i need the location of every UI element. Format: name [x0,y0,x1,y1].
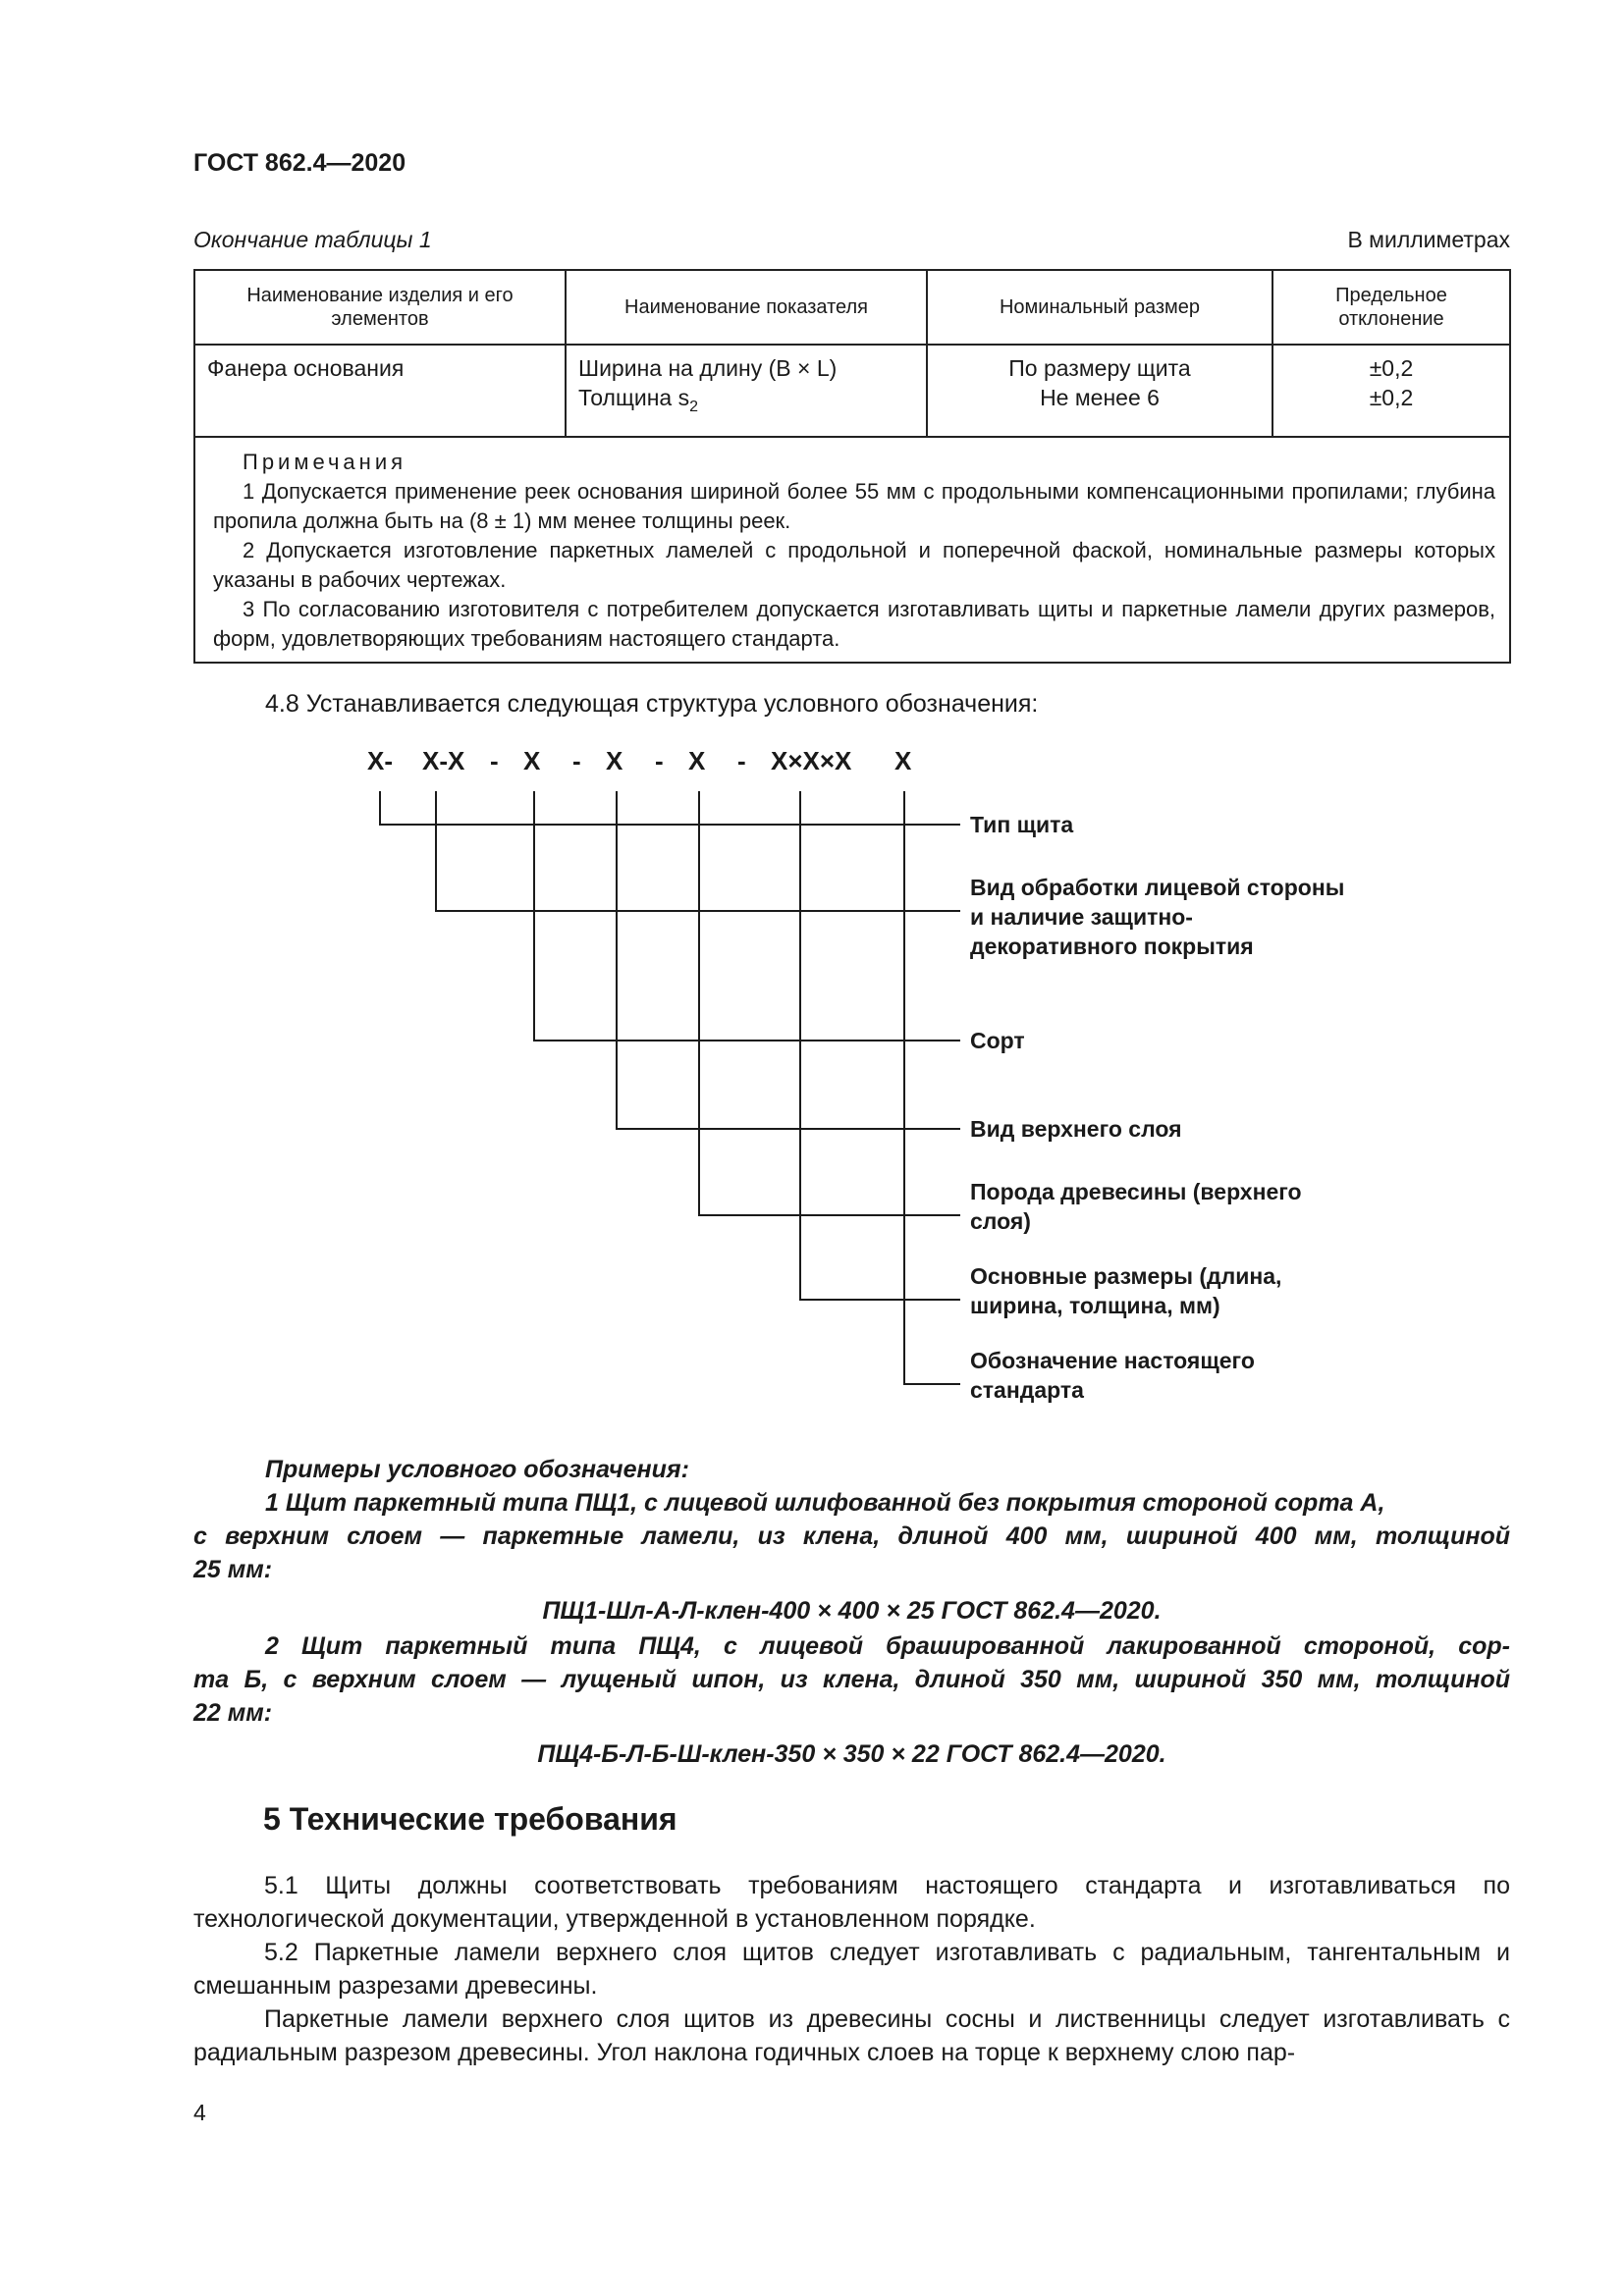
scheme-token: - [737,746,746,775]
scheme-token: Х- [367,746,393,775]
item-name: Фанера основания [207,355,405,381]
table-header-row [194,270,1510,345]
dimensions-table [193,269,1511,664]
example-2-code: ПЩ4-Б-Л-Б-Ш-клен-350 × 350 × 22 ГОСТ 862.4—2020. [537,1740,1166,1768]
note-2: 2 Допускается изготовление паркетных ламелей с продольной и поперечной фаской, номинальные размеры которых указаны в рабочих чертежах. [213,538,1495,592]
table-continuation-caption: Окончание таблицы 1 [193,227,432,252]
example-2-line-1: 2 Щит паркетный типа ПЩ4, с лицевой брашированной лакированной стороной, сор- [265,1632,1510,1660]
table-row [194,345,1510,437]
scheme-label-standard: Обозначение настоящего [970,1348,1255,1373]
note-3: 3 По согласованию изготовителя с потребителем допускается изготавливать щиты и паркетные ламели других размеров, форм, удовлетворяющих требованиям настоящего стандарта. [213,597,1495,651]
note-1: 1 Допускается применение реек основания шириной более 55 мм с продольными компенсационными пропилами; глубина пропила должна быть на (8 ± 1) мм менее толщины реек. [213,479,1495,533]
designation-scheme [0,726,1624,1433]
scheme-token: Х [523,746,541,775]
header-parameter: Наименование показателя [566,270,927,345]
scheme-token: Х [606,746,623,775]
example-1-code: ПЩ1-Шл-А-Л-клен-400 × 400 × 25 ГОСТ 862.4—2020. [542,1597,1162,1625]
scheme-line [534,791,960,1041]
scheme-label-top-layer: Вид верхнего слоя [970,1116,1182,1142]
scheme-token: - [655,746,664,775]
example-1-line-3: 25 мм: [193,1556,273,1583]
deviation-1: ±0,2 [1369,355,1414,381]
table-units: В миллиметрах [1347,227,1510,252]
example-1-line-2: с верхним слоем — паркетные ламели, из клена, длиной 400 мм, шириной 400 мм, толщиной [193,1522,1510,1550]
notes-title: Примечания [243,450,407,474]
nominal-1: По размеру щита [1008,355,1191,381]
cell-parameter [566,345,927,437]
paragraph-5-2-cont: Паркетные ламели верхнего слоя щитов из древесины сосны и лиственницы следует изготавливать с радиальным разрезом древесины. Угол наклона годичных слоев на торце к верхнему слою пар- [193,2005,1510,2066]
cell-item [194,345,566,437]
page-number: 4 [193,2100,206,2125]
param-thickness [578,383,914,422]
example-1-line-1: 1 Щит паркетный типа ПЩ1, с лицевой шлифованной без покрытия стороной сорта А, [265,1489,1385,1517]
section-5-heading: 5 Технические требования [263,1801,677,1837]
table-notes [194,437,1510,663]
scheme-token: - [490,746,499,775]
param-width-length: Ширина на длину (B × L) [578,355,838,381]
document-code: ГОСТ 862.4—2020 [193,149,406,177]
scheme-label-standard: стандарта [970,1377,1084,1403]
scheme-label-surface-treatment: декоративного покрытия [970,934,1254,959]
examples-title: Примеры условного обозначения: [265,1456,689,1483]
paragraph-5-2: 5.2 Паркетные ламели верхнего слоя щитов следует изготавливать с радиальным, тангентальным и смешанным разрезами древесины. [193,1939,1510,2000]
scheme-token: Х [688,746,706,775]
scheme-label-dimensions: ширина, толщина, мм) [970,1293,1220,1318]
param-thickness-text: Толщина s [578,385,690,410]
scheme-label-wood-species: слоя) [970,1208,1031,1234]
header-nominal: Номинальный размер [927,270,1272,345]
paragraph-4-8: 4.8 Устанавливается следующая структура условного обозначения: [265,690,1039,718]
paragraph-5-1: 5.1 Щиты должны соответствовать требованиям настоящего стандарта и изготавливаться по технологической документации, утвержденной в установленном порядке. [193,1872,1510,1933]
scheme-label-wood-species: Порода древесины (верхнего [970,1179,1302,1204]
header-item: Наименование изделия и его элементов [194,270,566,345]
param-thickness-subscript: 2 [689,399,699,415]
scheme-token: Х×Х×Х [771,746,852,775]
scheme-label-panel-type: Тип щита [970,812,1074,837]
deviation-2: ±0,2 [1369,385,1414,410]
cell-nominal [927,345,1272,437]
nominal-2: Не менее 6 [1040,385,1160,410]
scheme-token: - [572,746,581,775]
scheme-line [800,791,960,1300]
scheme-token: Х-Х [422,746,465,775]
scheme-line [380,791,960,825]
notes-row [194,437,1510,663]
scheme-label-grade: Сорт [970,1028,1025,1053]
scheme-line [904,791,960,1384]
scheme-line [617,791,960,1129]
scheme-label-dimensions: Основные размеры (длина, [970,1263,1282,1289]
example-2-line-3: 22 мм: [193,1699,273,1727]
example-2-line-2: та Б, с верхним слоем — лущеный шпон, из клена, длиной 350 мм, шириной 350 мм, толщиной [193,1666,1510,1693]
scheme-label-surface-treatment: и наличие защитно- [970,904,1193,930]
cell-deviation [1272,345,1510,437]
scheme-token: Х [894,746,912,775]
scheme-line [699,791,960,1215]
header-deviation: Предельное отклонение [1272,270,1510,345]
scheme-label-surface-treatment: Вид обработки лицевой стороны [970,875,1345,900]
scheme-lines [380,791,960,1384]
